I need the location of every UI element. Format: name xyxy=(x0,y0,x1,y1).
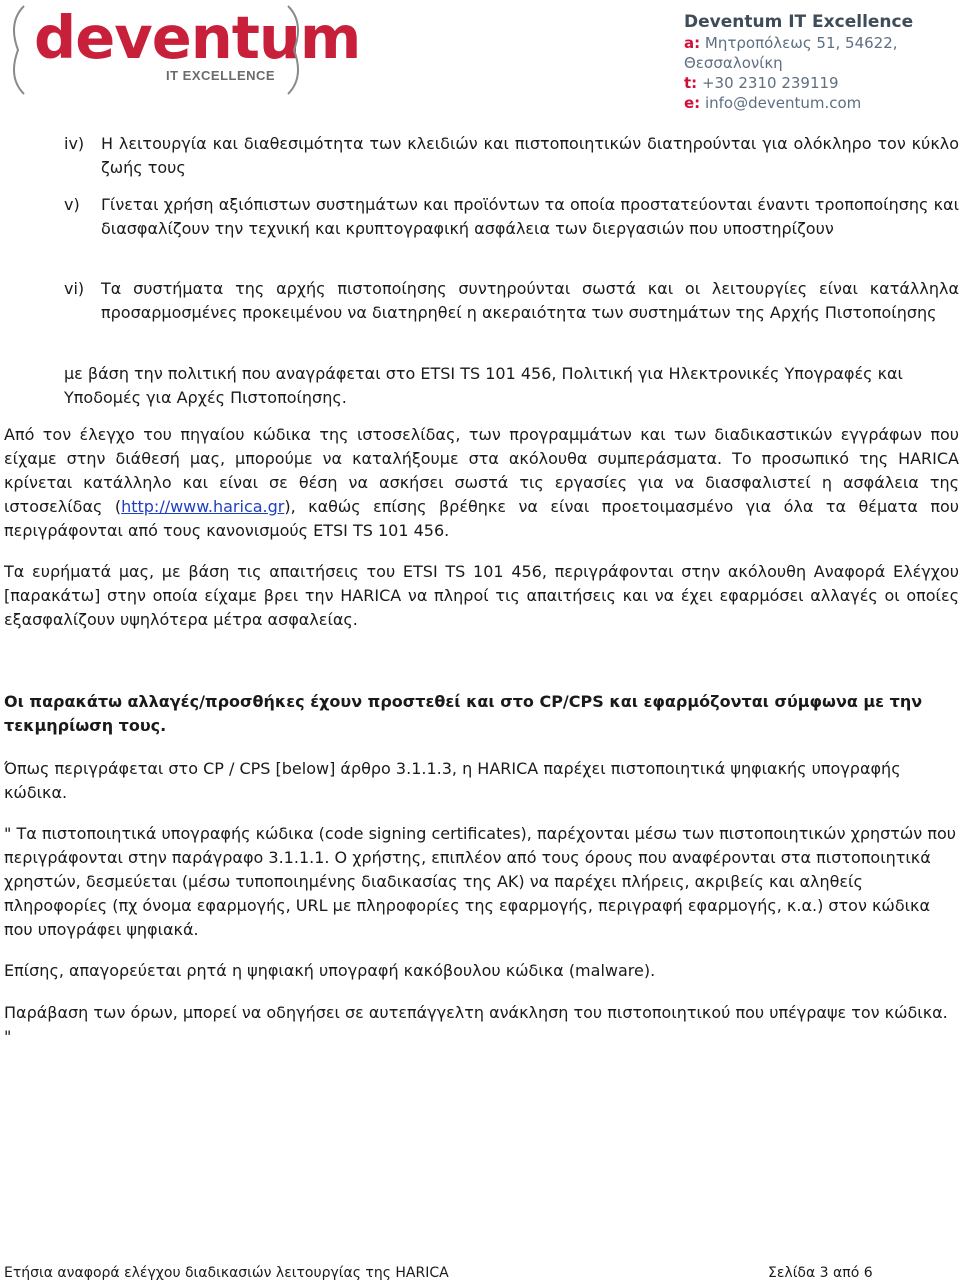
page-header xyxy=(0,0,960,120)
list-marker: iv) xyxy=(64,134,85,153)
logo-wordmark: deventum xyxy=(34,3,361,72)
address-row xyxy=(684,33,954,73)
email-row xyxy=(684,93,954,113)
list-item: Τα συστήματα της αρχής πιστοποίησης συντηρούνται σωστά και οι λειτουργίες είναι κατάλληλα προσαρμοσμένες προκειμένου να διατηρηθεί η ακεραιότητα των συστημάτων της Αρχής Πιστοποίησης xyxy=(101,279,959,322)
list-item: Γίνεται χρήση αξιόπιστων συστημάτων και προϊόντων τα οποία προστατεύονται έναντι τροποποίησης και διασφαλίζουν την τεχνική και κρυπτογραφική ασφάλεια των διεργασιών που υποστηρίζουν xyxy=(101,195,959,238)
phone-row xyxy=(684,73,954,93)
logo-left-bracket xyxy=(8,4,32,96)
list-item: Η λειτουργία και διαθεσιμότητα των κλειδιών και πιστοποιητικών διατηρούνται για ολόκληρο τον κύκλο ζωής τους xyxy=(101,134,959,177)
page-footer xyxy=(0,1262,960,1284)
paragraph-text: Από τον έλεγχο του πηγαίου κώδικα της ιστοσελίδας, των προγραμμάτων και των διαδικαστικών εγγράφων που είχαμε στην διάθεσή μας, μπορούμε να καταλήξουμε στα ακόλουθα συμπεράσματα. Το προσωπικό της HARICA κρίνεται κατάλληλο και είναι σε θέση να ασκήσει σωστά τις εργασίες για να διασφαλιστεί η ασφάλεια της ιστοσελίδας ( xyxy=(4,425,959,516)
revocation-paragraph: Παράβαση των όρων, μπορεί να οδηγήσει σε αυτεπάγγελτη ανάκληση του πιστοποιητικού που υπέγραψε τον κώδικα. " xyxy=(4,1003,948,1046)
address-value: Μητροπόλεως 51, 54622, Θεσσαλονίκη xyxy=(684,34,898,72)
phone-value: +30 2310 239119 xyxy=(701,74,839,92)
paragraph-text: ), καθώς επίσης βρέθηκε να είναι προετοιμασμένο για όλα τα θέματα που περιγράφονται από τους κανονισμούς ETSI TS 101 456. xyxy=(4,497,959,540)
email-label: e: xyxy=(684,94,701,112)
code-signing-paragraph: " Τα πιστοποιητικά υπογραφής κώδικα (code signing certificates), παρέχονται μέσω των πιστοποιητικών χρηστών που περιγράφονται στην παράγραφο 3.1.1.1. Ο χρήστης, επιπλέον από τους όρους που αναφέρονται στα πιστοποιητικά χρηστών, δεσμεύεται (μέσω τυποποιημένης διαδικασίας της ΑΚ) να παρέχει πλήρεις, ακριβείς και αληθείς πληροφορίες (πχ όνομα εφαρμογής, URL με πληροφορίες της εφαρμογής, περιγραφή εφαρμογής, κ.α.) στον κώδικα που υπογράφει ψηφιακά. xyxy=(4,824,957,939)
contact-block xyxy=(684,12,954,113)
footer-title: Ετήσια αναφορά ελέγχου διαδικασιών λειτουργίας της HARICA xyxy=(4,1265,449,1281)
company-name: Deventum IT Excellence xyxy=(684,12,914,32)
phone-label: t: xyxy=(684,74,698,92)
email-value[interactable]: info@deventum.com xyxy=(704,94,862,112)
address-label: a: xyxy=(684,34,701,52)
list-marker: vi) xyxy=(64,279,85,298)
malware-paragraph: Επίσης, απαγορεύεται ρητά η ψηφιακή υπογραφή κακόβουλου κώδικα (malware). xyxy=(4,961,656,980)
logo-right-bracket xyxy=(280,4,304,96)
audit-conclusion-paragraph xyxy=(4,423,959,543)
page-number: Σελίδα 3 από 6 xyxy=(768,1265,873,1281)
harica-website-link[interactable]: http://www.harica.gr xyxy=(121,497,285,516)
deventum-logo xyxy=(8,3,361,92)
changes-heading: Οι παρακάτω αλλαγές/προσθήκες έχουν προστεθεί και στο CP/CPS και εφαρμόζονται σύμφωνα με την τεκμηρίωση τους. xyxy=(4,692,923,735)
logo-tagline: IT EXCELLENCE xyxy=(166,68,276,83)
cp-cps-paragraph: Όπως περιγράφεται στο CP / CPS [below] άρθρο 3.1.1.3, η HARICA παρέχει πιστοποιητικά ψηφιακής υπογραφής κώδικα. xyxy=(4,759,901,802)
list-marker: v) xyxy=(64,195,80,214)
policy-basis-text: με βάση την πολιτική που αναγράφεται στο ETSI TS 101 456, Πολιτική για Ηλεκτρονικές Υπογραφές και Υποδομές για Αρχές Πιστοποίησης. xyxy=(64,364,903,407)
findings-paragraph: Τα ευρήματά μας, με βάση τις απαιτήσεις του ETSI TS 101 456, περιγράφονται στην ακόλουθη Αναφορά Ελέγχου [παρακάτω] στην οποία είχαμε βρει την HARICA να πληροί τις απαιτήσεις και να έχει εφαρμόσει αλλαγές οι οποίες εξασφαλίζουν υψηλότερα μέτρα ασφαλείας. xyxy=(4,562,959,629)
